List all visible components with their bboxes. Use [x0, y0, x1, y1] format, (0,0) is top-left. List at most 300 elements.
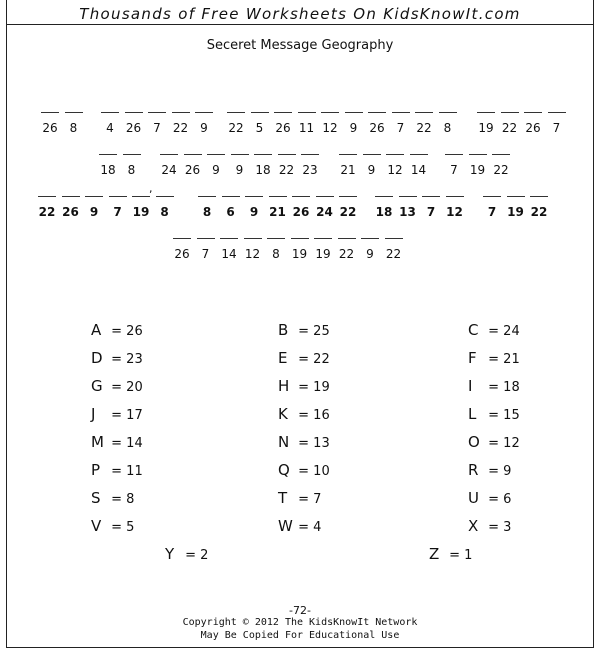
cipher-number: 24	[316, 205, 333, 219]
cipher-number: 6	[226, 205, 235, 219]
cipher-cell	[501, 112, 519, 136]
cipher-number: 7	[201, 247, 210, 261]
key-letter: Y	[165, 545, 175, 563]
answer-blank[interactable]	[339, 154, 357, 163]
key-value: 5	[126, 520, 135, 535]
key-value: 25	[313, 324, 330, 339]
answer-blank[interactable]	[222, 196, 240, 205]
key-value: 3	[503, 520, 512, 535]
answer-blank[interactable]	[361, 238, 379, 247]
cipher-number: 22	[172, 121, 189, 135]
answer-blank[interactable]	[399, 196, 417, 205]
cipher-number: 26	[184, 163, 201, 177]
answer-blank[interactable]	[251, 112, 269, 121]
answer-blank[interactable]	[148, 112, 166, 121]
key-value: 19	[313, 380, 330, 395]
cipher-cell	[109, 196, 127, 220]
answer-blank[interactable]	[160, 154, 178, 163]
cipher-number: 19	[291, 247, 308, 261]
cipher-number: 5	[255, 121, 264, 135]
key-letter: R	[468, 461, 479, 479]
key-equals: =	[107, 380, 127, 395]
answer-blank[interactable]	[314, 238, 332, 247]
cipher-number: 7	[487, 205, 497, 219]
cipher-number: 22	[228, 121, 244, 135]
cipher-cell	[301, 154, 319, 178]
cipher-number: 26	[275, 121, 291, 135]
answer-blank[interactable]	[492, 154, 510, 163]
cipher-cell	[548, 112, 566, 136]
cipher-cell	[184, 154, 202, 178]
key-value: 23	[126, 352, 143, 367]
answer-blank[interactable]	[269, 196, 287, 205]
key-equals: =	[294, 436, 314, 451]
cipher-cell	[298, 112, 316, 136]
cipher-cell	[198, 196, 216, 220]
cipher-number: 9	[249, 205, 259, 219]
key-value: 2	[200, 548, 209, 563]
cipher-cell	[231, 154, 249, 178]
answer-blank[interactable]	[101, 112, 119, 121]
key-letter: P	[91, 461, 101, 479]
cipher-cell	[410, 154, 428, 178]
key-equals: =	[294, 408, 314, 423]
cipher-number: 14	[221, 247, 237, 261]
cipher-number: 19	[478, 121, 494, 135]
cipher-number: 22	[493, 163, 509, 177]
key-entry-p	[91, 461, 143, 479]
banner-divider	[7, 24, 593, 25]
answer-blank[interactable]	[392, 112, 410, 121]
cipher-cell	[245, 196, 263, 220]
key-letter: U	[468, 489, 479, 507]
answer-blank[interactable]	[198, 196, 216, 205]
cipher-number: 9	[367, 163, 376, 177]
key-equals: =	[294, 380, 314, 395]
cipher-cell	[227, 112, 245, 136]
cipher-number: 19	[507, 205, 524, 219]
answer-blank[interactable]	[298, 112, 316, 121]
key-entry-b	[278, 321, 330, 339]
answer-blank[interactable]	[109, 196, 127, 205]
key-equals: =	[107, 492, 127, 507]
cipher-number: 26	[62, 205, 79, 219]
key-equals: =	[484, 520, 504, 535]
cipher-cell	[386, 154, 404, 178]
answer-blank[interactable]	[363, 154, 381, 163]
answer-blank[interactable]	[173, 238, 191, 247]
cipher-cell	[148, 112, 166, 136]
cipher-cell	[422, 196, 440, 220]
cipher-cell	[345, 112, 363, 136]
key-letter: S	[91, 489, 101, 507]
key-equals: =	[294, 520, 314, 535]
key-value: 17	[126, 408, 143, 423]
cipher-cell	[399, 196, 417, 220]
cipher-number: 7	[153, 121, 161, 135]
key-value: 12	[503, 436, 520, 451]
answer-blank[interactable]	[267, 238, 285, 247]
key-entry-n	[278, 433, 330, 451]
key-value: 24	[503, 324, 520, 339]
answer-blank[interactable]	[375, 196, 393, 205]
cipher-cell	[269, 196, 287, 220]
apostrophe-mark: ,	[149, 182, 153, 195]
key-entry-x	[468, 517, 511, 535]
cipher-cell	[446, 196, 464, 220]
cipher-cell	[267, 238, 285, 262]
cipher-number: 26	[174, 247, 190, 261]
cipher-number: 22	[339, 205, 357, 219]
key-letter: H	[278, 377, 290, 395]
key-letter: I	[468, 377, 473, 395]
site-banner: Thousands of Free Worksheets On KidsKnowIt.com	[79, 5, 521, 23]
key-value: 4	[313, 520, 322, 535]
answer-blank[interactable]	[445, 154, 463, 163]
cipher-number: 4	[106, 121, 114, 135]
key-equals: =	[484, 324, 504, 339]
answer-blank[interactable]	[422, 196, 440, 205]
answer-blank[interactable]	[278, 154, 296, 163]
cipher-cell	[278, 154, 296, 178]
answer-blank[interactable]	[291, 238, 309, 247]
answer-blank[interactable]	[231, 154, 249, 163]
answer-blank[interactable]	[368, 112, 386, 121]
cipher-cell	[530, 196, 548, 220]
key-equals: =	[484, 436, 504, 451]
cipher-number: 14	[410, 163, 427, 177]
key-entry-d	[91, 349, 143, 367]
cipher-number: 9	[89, 205, 99, 219]
answer-blank[interactable]	[274, 112, 292, 121]
key-letter: F	[468, 349, 477, 367]
cipher-number: 9	[212, 163, 220, 177]
cipher-cell	[220, 238, 238, 262]
cipher-number: 8	[202, 205, 212, 219]
cipher-cell	[160, 154, 178, 178]
cipher-number: 23	[302, 163, 318, 177]
answer-blank[interactable]	[410, 154, 428, 163]
key-equals: =	[107, 324, 127, 339]
answer-blank[interactable]	[244, 238, 262, 247]
cipher-number: 11	[298, 121, 315, 135]
cipher-cell	[292, 196, 310, 220]
cipher-number: 19	[315, 247, 331, 261]
answer-blank[interactable]	[385, 238, 403, 247]
answer-blank[interactable]	[38, 196, 56, 205]
cipher-cell	[316, 196, 334, 220]
key-value: 18	[503, 380, 520, 395]
key-letter: L	[468, 405, 477, 423]
cipher-number: 8	[127, 163, 136, 177]
cipher-number: 21	[340, 163, 356, 177]
cipher-number: 18	[100, 163, 116, 177]
cipher-cell	[41, 112, 59, 136]
key-equals: =	[294, 492, 314, 507]
cipher-number: 26	[292, 205, 310, 219]
cipher-number: 8	[160, 205, 169, 219]
key-entry-y	[165, 545, 208, 563]
cipher-cell	[445, 154, 463, 178]
answer-blank[interactable]	[125, 112, 143, 121]
answer-blank[interactable]	[254, 154, 272, 163]
answer-blank[interactable]	[469, 154, 487, 163]
cipher-number: 9	[235, 163, 244, 177]
key-entry-j	[91, 405, 143, 423]
key-letter: V	[91, 517, 102, 535]
cipher-number: 9	[200, 121, 208, 135]
worksheet-title: Seceret Message Geography	[206, 38, 394, 53]
usage-notice: May Be Copied For Educational Use	[200, 630, 400, 641]
cipher-number: 26	[369, 121, 385, 135]
key-value: 22	[313, 352, 330, 367]
cipher-number: 12	[322, 121, 338, 135]
cipher-cell	[99, 154, 117, 178]
key-letter: O	[468, 433, 480, 451]
key-entry-m	[91, 433, 143, 451]
cipher-cell	[132, 196, 150, 220]
answer-blank[interactable]	[301, 154, 319, 163]
answer-blank[interactable]	[220, 238, 238, 247]
key-entry-t	[278, 489, 321, 507]
key-entry-q	[278, 461, 330, 479]
answer-blank[interactable]	[501, 112, 519, 121]
key-value: 8	[126, 492, 135, 507]
answer-blank[interactable]	[207, 154, 225, 163]
key-equals: =	[107, 464, 127, 479]
key-letter: Q	[278, 461, 290, 479]
key-entry-a	[91, 321, 143, 339]
answer-blank[interactable]	[415, 112, 433, 121]
key-entry-s	[91, 489, 134, 507]
cipher-cell	[415, 112, 433, 136]
answer-blank[interactable]	[477, 112, 495, 121]
cipher-cell	[195, 112, 213, 136]
answer-blank[interactable]	[123, 154, 141, 163]
key-letter: X	[468, 517, 479, 535]
answer-blank[interactable]	[386, 154, 404, 163]
cipher-number: 22	[416, 121, 432, 135]
cipher-cell	[392, 112, 410, 136]
worksheet-page	[6, 0, 594, 648]
key-equals: =	[294, 352, 314, 367]
key-value: 26	[126, 324, 143, 339]
key-value: 9	[503, 464, 512, 479]
cipher-cell	[291, 238, 309, 262]
key-entry-z	[429, 545, 472, 563]
key-entry-c	[468, 321, 520, 339]
cipher-number: 18	[255, 163, 271, 177]
key-value: 13	[313, 436, 330, 451]
key-letter: Z	[429, 545, 440, 563]
key-equals: =	[484, 380, 504, 395]
cipher-cell	[172, 112, 190, 136]
answer-blank[interactable]	[507, 196, 525, 205]
key-letter: K	[278, 405, 288, 423]
key-entry-l	[468, 405, 520, 423]
cipher-cell	[524, 112, 542, 136]
key-entry-r	[468, 461, 511, 479]
answer-blank[interactable]	[41, 112, 59, 121]
cipher-cell	[483, 196, 501, 220]
cipher-cell	[244, 238, 262, 262]
key-entry-e	[278, 349, 330, 367]
cipher-number: 26	[125, 121, 142, 135]
answer-blank[interactable]	[184, 154, 202, 163]
key-equals: =	[445, 548, 465, 563]
cipher-cell	[507, 196, 525, 220]
cipher-number: 22	[530, 205, 548, 219]
answer-blank[interactable]	[197, 238, 215, 247]
key-letter: W	[278, 517, 293, 535]
key-equals: =	[107, 408, 127, 423]
cipher-number: 8	[69, 121, 78, 135]
key-entry-g	[91, 377, 143, 395]
answer-blank[interactable]	[338, 238, 356, 247]
cipher-number: 26	[42, 121, 58, 135]
cipher-cell	[368, 112, 386, 136]
key-value: 6	[503, 492, 512, 507]
cipher-cell	[439, 112, 457, 136]
key-value: 7	[313, 492, 322, 507]
key-entry-h	[278, 377, 330, 395]
key-letter: D	[91, 349, 103, 367]
key-value: 15	[503, 408, 520, 423]
key-equals: =	[107, 352, 127, 367]
cipher-cell	[207, 154, 225, 178]
cipher-cell	[477, 112, 495, 136]
key-equals: =	[484, 464, 504, 479]
key-letter: T	[278, 489, 288, 507]
cipher-cell	[314, 238, 332, 262]
answer-blank[interactable]	[195, 112, 213, 121]
answer-blank[interactable]	[530, 196, 548, 205]
page-number: -72-	[289, 604, 311, 617]
answer-blank[interactable]	[65, 112, 83, 121]
cipher-number: 8	[272, 247, 280, 261]
key-entry-k	[278, 405, 330, 423]
key-equals: =	[484, 352, 504, 367]
cipher-cell	[62, 196, 80, 220]
copyright-notice: Copyright © 2012 The KidsKnowIt Network	[182, 617, 418, 628]
key-equals: =	[484, 492, 504, 507]
answer-blank[interactable]	[132, 196, 150, 205]
cipher-cell	[274, 112, 292, 136]
answer-blank[interactable]	[172, 112, 190, 121]
cipher-cell	[123, 154, 141, 178]
cipher-cell	[361, 238, 379, 262]
key-equals: =	[294, 324, 314, 339]
cipher-number: 13	[399, 205, 416, 219]
key-value: 16	[313, 408, 330, 423]
cipher-number: 7	[396, 121, 405, 135]
answer-blank[interactable]	[85, 196, 103, 205]
cipher-number: 7	[552, 121, 561, 135]
cipher-cell	[385, 238, 403, 262]
cipher-cell	[321, 112, 339, 136]
answer-blank[interactable]	[548, 112, 566, 121]
key-value: 14	[126, 436, 143, 451]
answer-blank[interactable]	[321, 112, 339, 121]
cipher-cell	[85, 196, 103, 220]
cipher-cell	[173, 238, 191, 262]
cipher-number: 19	[132, 205, 150, 219]
answer-blank[interactable]	[446, 196, 464, 205]
answer-blank[interactable]	[524, 112, 542, 121]
key-value: 11	[126, 464, 143, 479]
key-letter: G	[91, 377, 103, 395]
cipher-cell	[254, 154, 272, 178]
key-letter: A	[91, 321, 102, 339]
cipher-number: 22	[501, 121, 518, 135]
cipher-number: 9	[366, 247, 374, 261]
cipher-cell	[101, 112, 119, 136]
cipher-number: 22	[38, 205, 56, 219]
cipher-cell	[197, 238, 215, 262]
key-letter: N	[278, 433, 290, 451]
answer-blank[interactable]	[339, 196, 357, 205]
cipher-number: 22	[385, 247, 402, 261]
key-value: 21	[503, 352, 520, 367]
answer-blank[interactable]	[227, 112, 245, 121]
cipher-cell	[125, 112, 143, 136]
key-value: 10	[313, 464, 330, 479]
answer-blank[interactable]	[316, 196, 334, 205]
cipher-cell	[375, 196, 393, 220]
cipher-number: 24	[161, 163, 177, 177]
key-entry-w	[278, 517, 321, 535]
key-letter: M	[91, 433, 104, 451]
key-equals: =	[107, 520, 127, 535]
cipher-cell	[339, 154, 357, 178]
key-equals: =	[107, 436, 127, 451]
cipher-cell	[65, 112, 83, 136]
answer-blank[interactable]	[439, 112, 457, 121]
cipher-cell	[156, 196, 174, 220]
answer-blank[interactable]	[62, 196, 80, 205]
cipher-number: 12	[446, 205, 463, 219]
cipher-cell	[338, 238, 356, 262]
answer-blank[interactable]	[483, 196, 501, 205]
cipher-number: 12	[244, 247, 261, 261]
cipher-number: 22	[278, 163, 295, 177]
answer-blank[interactable]	[345, 112, 363, 121]
key-entry-o	[468, 433, 520, 451]
cipher-number: 26	[525, 121, 541, 135]
answer-blank[interactable]	[292, 196, 310, 205]
answer-blank[interactable]	[99, 154, 117, 163]
cipher-cell	[469, 154, 487, 178]
cipher-number: 21	[269, 205, 286, 219]
key-letter: B	[278, 321, 289, 339]
key-letter: C	[468, 321, 479, 339]
key-value: 20	[126, 380, 143, 395]
cipher-cell	[363, 154, 381, 178]
key-equals: =	[484, 408, 504, 423]
key-letter: J	[91, 405, 96, 423]
key-equals: =	[294, 464, 314, 479]
key-value: 1	[464, 548, 473, 563]
cipher-cell	[492, 154, 510, 178]
cipher-cell	[251, 112, 269, 136]
key-entry-i	[468, 377, 520, 395]
key-entry-v	[91, 517, 134, 535]
key-letter: E	[278, 349, 288, 367]
answer-blank[interactable]	[245, 196, 263, 205]
cipher-cell	[38, 196, 56, 220]
cipher-cell	[222, 196, 240, 220]
answer-blank[interactable]	[156, 196, 174, 205]
